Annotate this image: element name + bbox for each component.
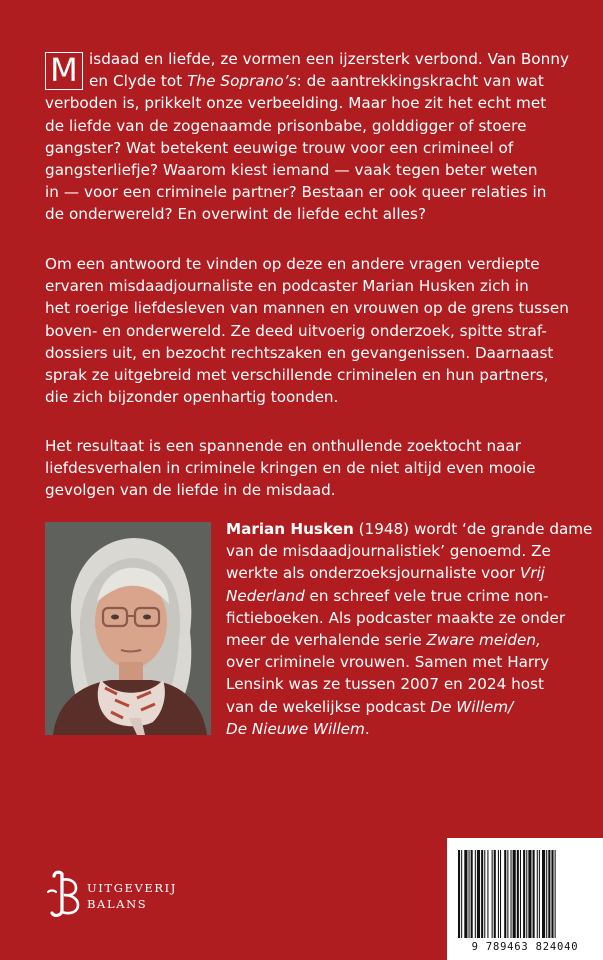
paragraph-line: gevolgen van de liefde in de misdaad. — [45, 481, 336, 500]
drop-cap: M — [45, 52, 83, 90]
bio-line: over criminele vrouwen. Samen met Harry — [226, 653, 550, 672]
barcode-bar — [520, 850, 521, 938]
paragraph-line: liefdesverhalen in criminele kringen en de niet altijd even mooie — [45, 459, 536, 478]
bio-line: van de wekelijkse podcast De Willem/ — [226, 697, 514, 716]
barcode-bar — [504, 850, 506, 938]
intro-line: de onderwereld? En overwint de liefde echt alles? — [45, 205, 427, 224]
isbn-barcode — [447, 838, 603, 960]
barcode-bar — [458, 850, 460, 938]
intro-title-italic: The Soprano’s — [187, 72, 297, 91]
barcode-bar — [507, 850, 508, 938]
bio-line: Nederland en schreef vele true crime non- — [226, 586, 549, 605]
barcode-bar — [537, 850, 538, 938]
intro-line: isdaad en liefde, ze vormen een ijzersterk verbond. Van Bonny — [89, 50, 570, 68]
barcode-bar — [523, 850, 525, 938]
intro-line: de liefde van de zogenaamde prisonbabe, golddigger of stoere — [45, 116, 527, 135]
author-photo — [45, 522, 211, 735]
paragraph-line: dossiers uit, en bezocht rechtszaken en gevangenissen. Daarnaast — [45, 343, 554, 362]
barcode-bar — [481, 850, 483, 938]
paragraph-line: ervaren misdaadjournaliste en podcaster Marian Husken zich in — [45, 277, 529, 296]
barcode-bar — [526, 850, 527, 938]
description-paragraph — [45, 253, 570, 408]
intro-line: gangster? Wat betekent eeuwige trouw voor een crimineel of — [45, 138, 514, 157]
intro-line: in — voor een criminele partner? Bestaan er ook queer relaties in — [45, 183, 547, 202]
barcode-bar — [555, 850, 556, 938]
author-bio — [226, 518, 593, 740]
paragraph-line: Om een antwoord te vinden op deze en andere vragen verdiepte — [45, 255, 540, 273]
author-portrait-image — [45, 522, 211, 735]
barcode-bar — [500, 850, 501, 938]
barcode-bar — [487, 850, 488, 938]
author-name: Marian Husken — [226, 520, 354, 538]
paragraph-line: die zich bijzonder openhartig toonden. — [45, 388, 339, 407]
bio-line: van de misdaadjournalistiek’ genoemd. Ze — [226, 542, 551, 561]
isbn-number: 9 789463 824040 — [471, 941, 579, 953]
barcode-bar — [469, 850, 470, 938]
result-paragraph — [45, 435, 570, 502]
barcode-bar — [461, 850, 462, 938]
intro-line: en Clyde tot The Soprano’s: de aantrekkingskracht van wat — [89, 72, 544, 91]
bio-line: Marian Husken (1948) wordt ‘de grande dame — [226, 520, 593, 538]
bio-line: werkte als onderzoeksjournaliste voor Vrij — [226, 564, 545, 583]
publisher-name: UITGEVERIJ BALANS — [87, 881, 177, 911]
barcode-bar — [533, 850, 535, 938]
paragraph-line: Het resultaat is een spannende en onthullende zoektocht naar — [45, 437, 521, 455]
barcode-bars — [458, 850, 592, 938]
barcode-bar — [464, 850, 467, 938]
intro-line: verboden is, prikkelt onze verbeelding. Maar hoe zit het echt met — [45, 94, 547, 113]
balans-logo-icon — [46, 870, 80, 918]
barcode-bar — [539, 850, 540, 938]
intro-line: gangsterliefje? Waarom kiest iemand — vaak tegen beter weten — [45, 161, 538, 180]
barcode-bar — [492, 850, 493, 938]
publisher-logo — [46, 868, 196, 918]
barcode-bar — [484, 850, 485, 938]
barcode-bar — [517, 850, 519, 938]
bio-line: fictieboeken. Als podcaster maakte ze onder — [226, 608, 566, 627]
barcode-bar — [513, 850, 516, 938]
bio-line: Lensink was ze tussen 2007 en 2024 host — [226, 675, 544, 694]
barcode-bar — [475, 850, 476, 938]
barcode-bar — [546, 850, 547, 938]
barcode-bar — [477, 850, 480, 938]
paragraph-line: het roerige liefdesleven van mannen en vrouwen op de grens tussen — [45, 299, 569, 318]
barcode-bar — [511, 850, 512, 938]
barcode-bar — [542, 850, 545, 938]
paragraph-line: boven- en onderwereld. Ze deed uitvoerig onderzoek, spitte straf- — [45, 321, 547, 340]
barcode-bar — [548, 850, 550, 938]
bio-line: meer de verhalende serie Zware meiden, — [226, 631, 541, 650]
barcode-bar — [498, 850, 499, 938]
bio-line: De Nieuwe Willem. — [226, 719, 370, 738]
intro-paragraph — [45, 48, 570, 226]
paragraph-line: sprak ze uitgebreid met verschillende criminelen en hun partners, — [45, 366, 549, 385]
barcode-bar — [471, 850, 473, 938]
barcode-bar — [494, 850, 496, 938]
barcode-bar — [551, 850, 553, 938]
barcode-bar — [528, 850, 531, 938]
